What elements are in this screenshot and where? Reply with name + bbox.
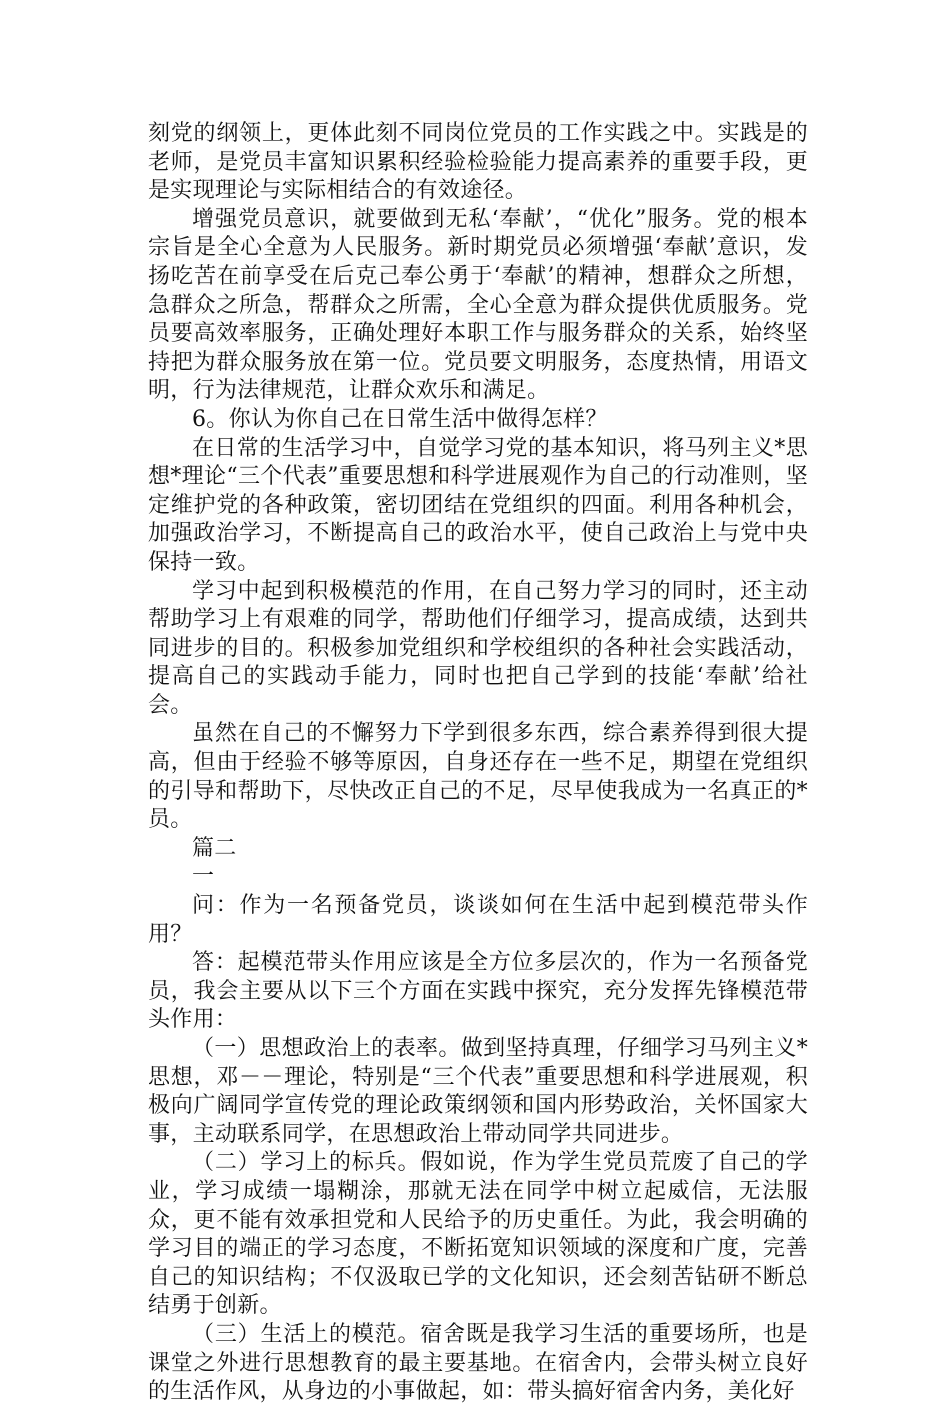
paragraph-shortcomings: 虽然在自己的不懈努力下学到很多东西，综合素养得到很大提高，但由于经验不够等原因，自身还存在一些不足，期望在党组织的引导和帮助下，尽快改正自己的不足，尽早使我成为一名真正的*员。 — [148, 721, 808, 833]
paragraph-continuation: 刻党的纲领上，更体此刻不同岗位党员的工作实践之中。实践是的老师，是党员丰富知识累积经验检验能力提高素养的重要手段，更是实现理论与实际相结合的有效途径。 — [148, 121, 808, 204]
answer-intro: 答：起模范带头作用应该是全方位多层次的，作为一名预备党员，我会主要从以下三个方面在实践中探究，充分发挥先锋模范带头作用： — [148, 950, 808, 1033]
question-text: 问：作为一名预备党员，谈谈如何在生活中起到模范带头作用？ — [148, 893, 808, 947]
point-three-life: （三）生活上的模范。宿舍既是我学习生活的重要场所，也是课堂之外进行思想教育的最主要基地。在宿舍内，会带头树立良好的生活作风，从身边的小事做起，如：带头搞好宿舍内务，美化好 — [148, 1321, 808, 1405]
paragraph-daily-study: 在日常的生活学习中，自觉学习党的基本知识，将马列主义*思想*理论“三个代表”重要思想和科学进展观作为自己的行动准则，坚定维护党的各种政策，密切团结在党组织的四面。利用各种机会，加强政治学习，不断提高自己的政治水平，使自己政治上与党中央保持一致。 — [148, 435, 808, 575]
paragraph-role-model: 学习中起到积极模范的作用，在自己努力学习的同时，还主动帮助学习上有艰难的同学，帮助他们仔细学习，提高成绩，达到共同进步的目的。积极参加党组织和学校组织的各种社会实践活动，提高自己的实践动手能力，同时也把自己学到的技能‘奉献’给社会。 — [148, 578, 808, 718]
section-number: 一 — [192, 864, 215, 890]
point-two-study: （二）学习上的标兵。假如说，作为学生党员荒废了自己的学业，学习成绩一塌糊涂，那就无法在同学中树立起威信，无法服众，更不能有效承担党和人民给予的历史重任。为此，我会明确的学习目的端正的学习态度，不断拓宽知识领域的深度和广度，完善自己的知识结构；不仅汲取已学的文化知识，还会刻苦钻研不断总结勇于创新。 — [148, 1150, 808, 1319]
point-one-ideology: （一）思想政治上的表率。做到坚持真理，仔细学习马列主义*思想，邓－－理论，特别是“三个代表”重要思想和科学进展观，积极向广阔同学宣传党的理论政策纲领和国内形势政治，关怀国家大事，主动联系同学，在思想政治上带动同学共同进步。 — [148, 1036, 808, 1147]
document-body — [148, 120, 808, 1407]
question-heading-6: 6。你认为你自己在日常生活中做得怎样？ — [192, 406, 608, 432]
paragraph-dedication: 增强党员意识，就要做到无私‘奉献’，“优化”服务。党的根本宗旨是全心全意为人民服务。新时期党员必须增强‘奉献’意识，发扬吃苦在前享受在后克己奉公勇于‘奉献’的精神，想群众之所想，急群众之所急，帮群众之所需，全心全意为群众提供优质服务。党员要高效率服务，正确处理好本职工作与服务群众的关系，始终坚持把为群众服务放在第一位。党员要文明服务，态度热情，用语文明，行为法律规范，让群众欢乐和满足。 — [148, 206, 808, 404]
section-heading-part-two: 篇二 — [192, 835, 237, 861]
